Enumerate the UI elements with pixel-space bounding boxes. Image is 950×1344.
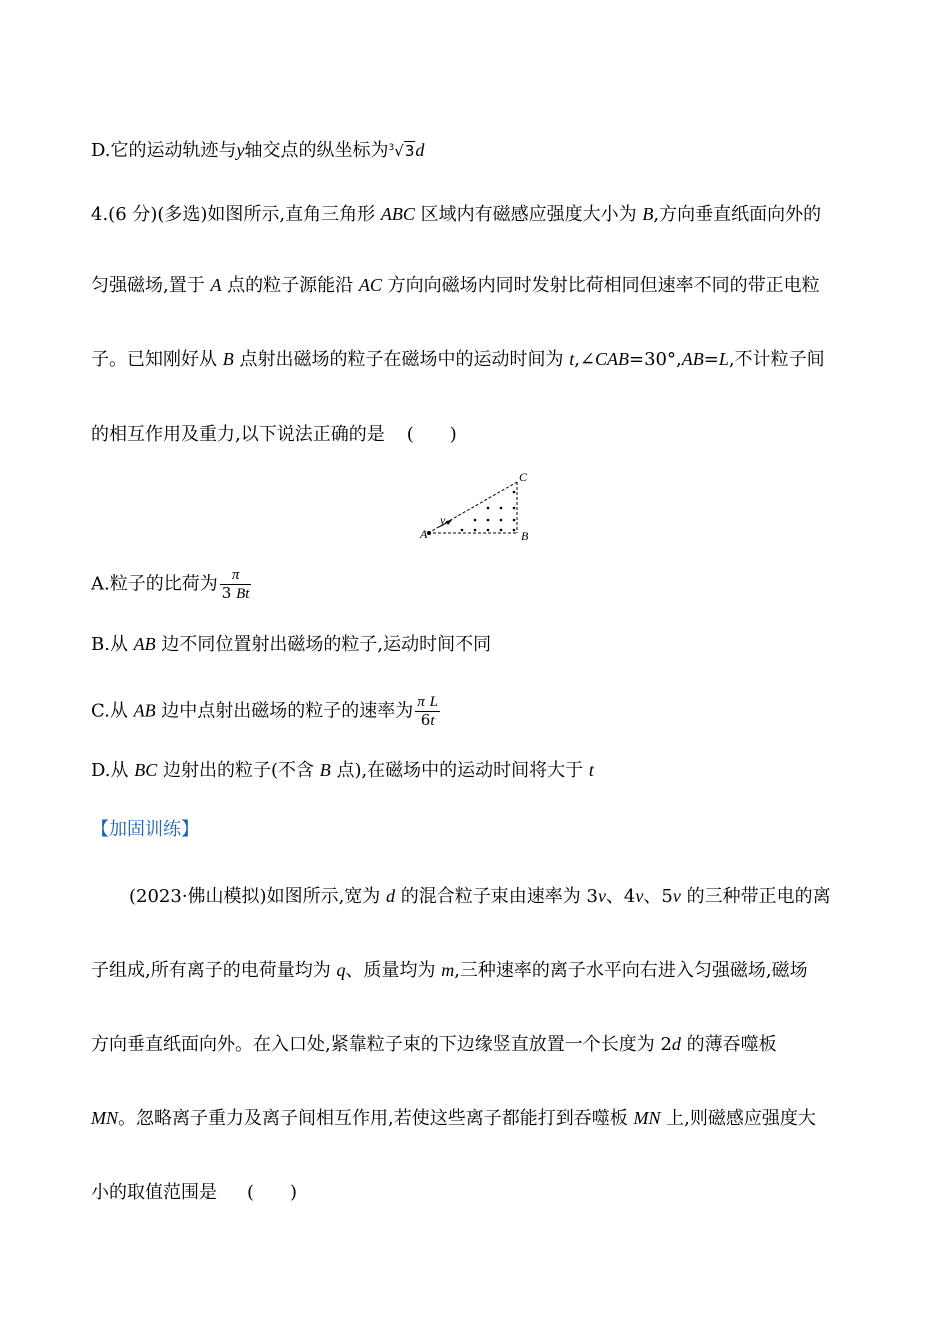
- field-dots: [461, 491, 516, 532]
- reinforce-line-2: 子组成,所有离子的电荷量均为 q、质量均为 m,三种速率的离子水平向右进入匀强磁场,磁场: [91, 960, 808, 981]
- answer-blank: ( ): [247, 1182, 298, 1203]
- cube-root: $^3$√3: [388, 142, 415, 160]
- triangle-figure: [418, 468, 538, 546]
- q4-option-a: A.粒子的比荷为 $\frac{\pi}{3 Bt}$: [91, 567, 250, 602]
- fraction: $\frac{\pi}{3 Bt}$: [221, 567, 250, 602]
- q4-stem-line-1: 4.(6 分)(多选)如图所示,直角三角形 ABC 区域内有磁感应强度大小为 B,方向垂直纸面向外的: [91, 204, 822, 225]
- q4-stem-line-3: 子。已知刚好从 B 点射出磁场的粒子在磁场中的运动时间为 t,∠CAB=30°,AB=L,不计粒子间: [91, 349, 825, 370]
- var-d: d: [415, 140, 425, 160]
- particle-source: [427, 531, 431, 535]
- reinforce-line-3: 方向垂直纸面向外。在入口处,紧靠粒子束的下边缘竖直放置一个长度为 2d 的薄吞噬板: [91, 1034, 777, 1055]
- answer-blank: ( ): [406, 424, 457, 445]
- reinforce-line-5: 小的取值范围是 ( ): [91, 1182, 298, 1203]
- reinforce-line-4: MN。忽略离子重力及离子间相互作用,若使这些离子都能打到吞噬板 MN 上,则磁感应强度大: [91, 1108, 816, 1129]
- q4-stem-line-2: 匀强磁场,置于 A 点的粒子源能沿 AC 方向向磁场内同时发射比荷相同但速率不同的带正电粒: [91, 275, 820, 296]
- q4-option-c: C.从 AB 边中点射出磁场的粒子的速率为 $\frac{\text{π L}}{6t}$: [91, 694, 438, 729]
- fraction: $\frac{\text{π L}}{6t}$: [417, 694, 438, 729]
- reinforce-line-1: (2023·佛山模拟)如图所示,宽为 d 的混合粒子束由速率为 3v、4v、5v 的三种带正电的离: [129, 886, 831, 907]
- label-a: A: [420, 527, 428, 541]
- q4-option-d: D.从 BC 边射出的粒子(不含 B 点),在磁场中的运动时间将大于 t: [91, 760, 594, 781]
- option-text: D.它的运动轨迹与: [91, 140, 237, 161]
- label-b: B: [521, 529, 529, 543]
- section-heading: 【加固训练】: [91, 819, 199, 840]
- q4-stem-line-4: 的相互作用及重力,以下说法正确的是 ( ): [91, 424, 457, 445]
- q3-option-d: [91, 136, 424, 163]
- var-y: y: [236, 140, 245, 160]
- option-text: 轴交点的纵坐标为: [244, 140, 389, 161]
- q4-option-b: B.从 AB 边不同位置射出磁场的粒子,运动时间不同: [91, 634, 492, 655]
- label-v: v: [440, 513, 446, 527]
- label-c: C: [519, 470, 528, 484]
